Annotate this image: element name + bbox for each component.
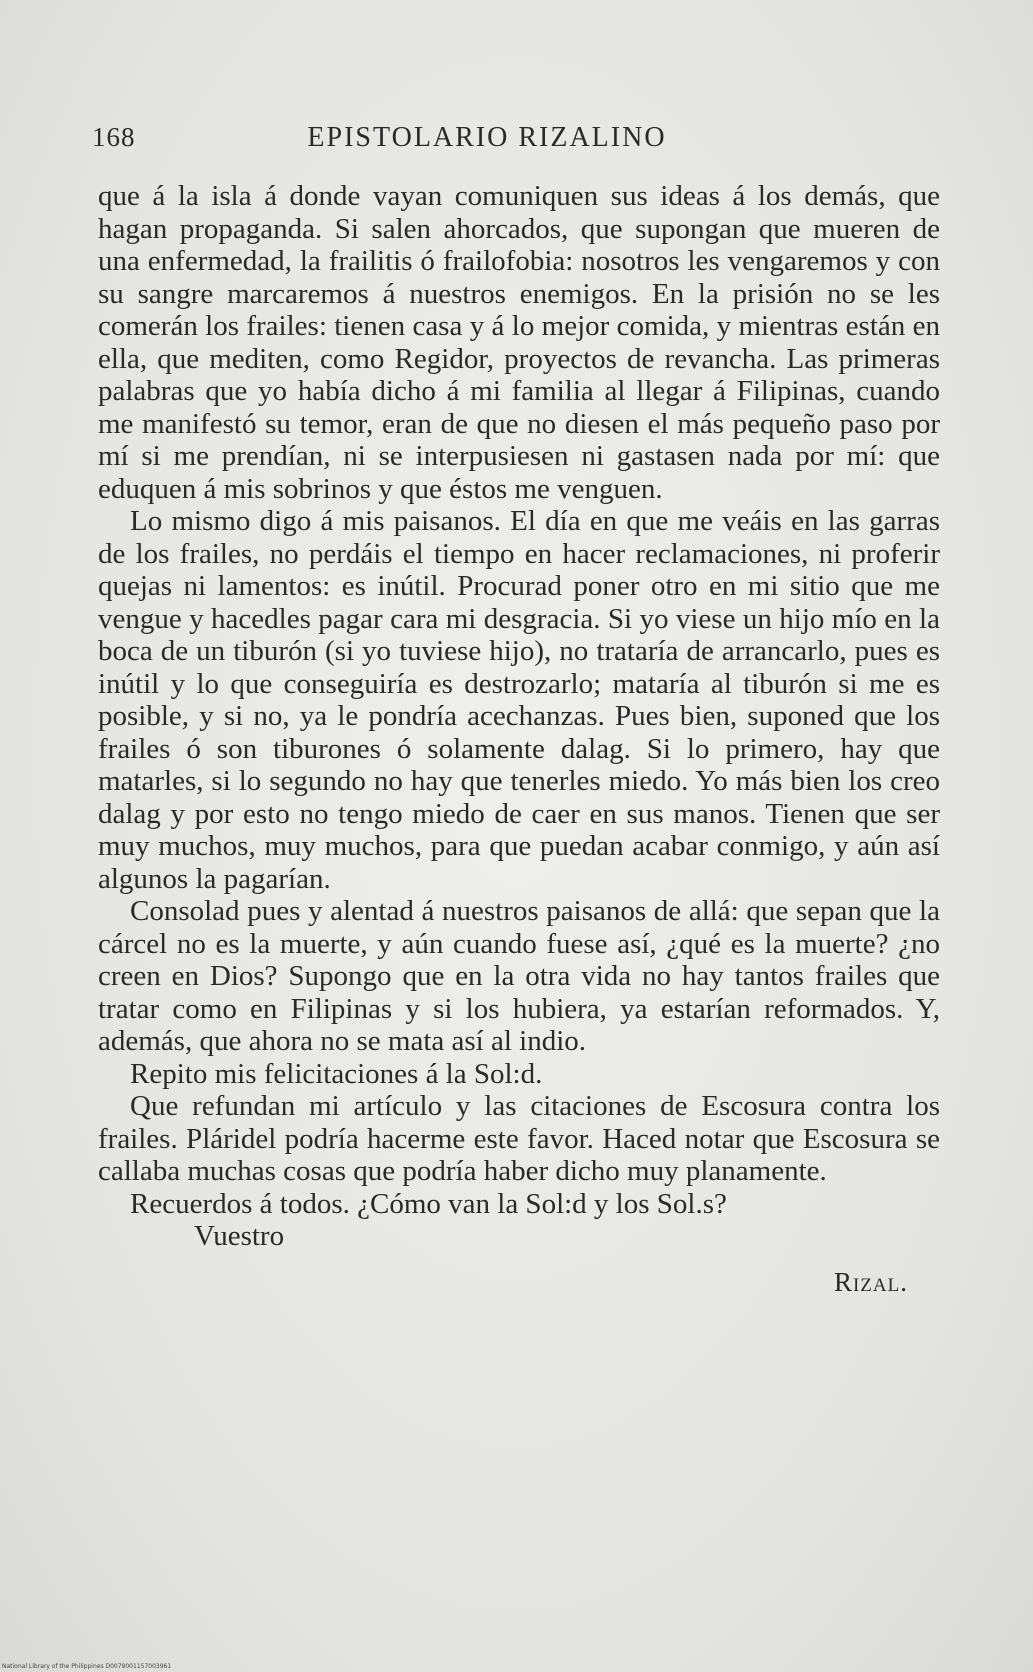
running-head xyxy=(92,122,882,162)
archive-stamp: National Library of the Philippines D0079001157003961 xyxy=(2,1663,172,1670)
paragraph-3: Consolad pues y alentad á nuestros paisanos de allá: que sepan que la cárcel no es la muerte, y aún cuando fuese así, ¿qué es la muerte? ¿no creen en Dios? Supongo que en la otra vida no hay tantos frailes que tratar como en Filipinas y si los hubiera, ya estarían reformados. Y, además, que ahora no se mata así al indio. xyxy=(98,895,940,1057)
paragraph-5: Que refundan mi artículo y las citaciones de Escosura contra los frailes. Pláridel podría hacerme este favor. Haced notar que Escosura se callaba muchas cosas que podría haber dicho muy planamente. xyxy=(98,1090,940,1187)
page-number: 168 xyxy=(92,122,136,152)
running-title: EPISTOLARIO RIZALINO xyxy=(307,122,667,153)
signature: Rizal. xyxy=(833,1266,908,1297)
paragraph-1: que á la isla á donde vayan comuniquen sus ideas á los demás, que hagan propaganda. Si salen ahorcados, que supongan que mueren de una enfermedad, la frailitis ó frailofobia: nosotros les vengaremos y con su sangre marcaremos á nuestros enemigos. En la prisión no se les comerán los frailes: tienen casa y á lo mejor comida, y mientras están en ella, que mediten, como Regidor, proyectos de revancha. Las primeras palabras que yo había dicho á mi familia al llegar á Filipinas, cuando me manifestó su temor, eran de que no diesen el más pequeño paso por mí si me prendían, ni se interpusiesen ni gastasen nada por mí: que eduquen á mis sobrinos y que éstos me venguen. xyxy=(98,180,940,505)
paragraph-6: Recuerdos á todos. ¿Cómo van la Sol:d y los Sol.s? xyxy=(130,1187,727,1220)
paragraph-4: Repito mis felicitaciones á la Sol:d. xyxy=(130,1057,543,1090)
body-text xyxy=(98,180,940,1298)
closing-salutation: Vuestro xyxy=(194,1220,285,1252)
paragraph-2: Lo mismo digo á mis paisanos. El día en que me veáis en las garras de los frailes, no perdáis el tiempo en hacer reclamaciones, ni proferir quejas ni lamentos: es inútil. Procurad poner otro en mi sitio que me vengue y hacedles pagar cara mi desgracia. Si yo viese un hijo mío en la boca de un tiburón (si yo tuviese hijo), no trataría de arrancarlo, pues es inútil y lo que conseguiría es destrozarlo; mataría al tiburón si me es posible, y si no, ya le pondría acechanzas. Pues bien, suponed que los frailes ó son tiburones ó solamente dalag. Si lo primero, hay que matarles, si lo segundo no hay que tenerles miedo. Yo más bien los creo dalag y por esto no tengo miedo de caer en sus manos. Tienen que ser muy muchos, muy muchos, para que puedan acabar conmigo, y aún así algunos la pagarían. xyxy=(98,505,940,895)
